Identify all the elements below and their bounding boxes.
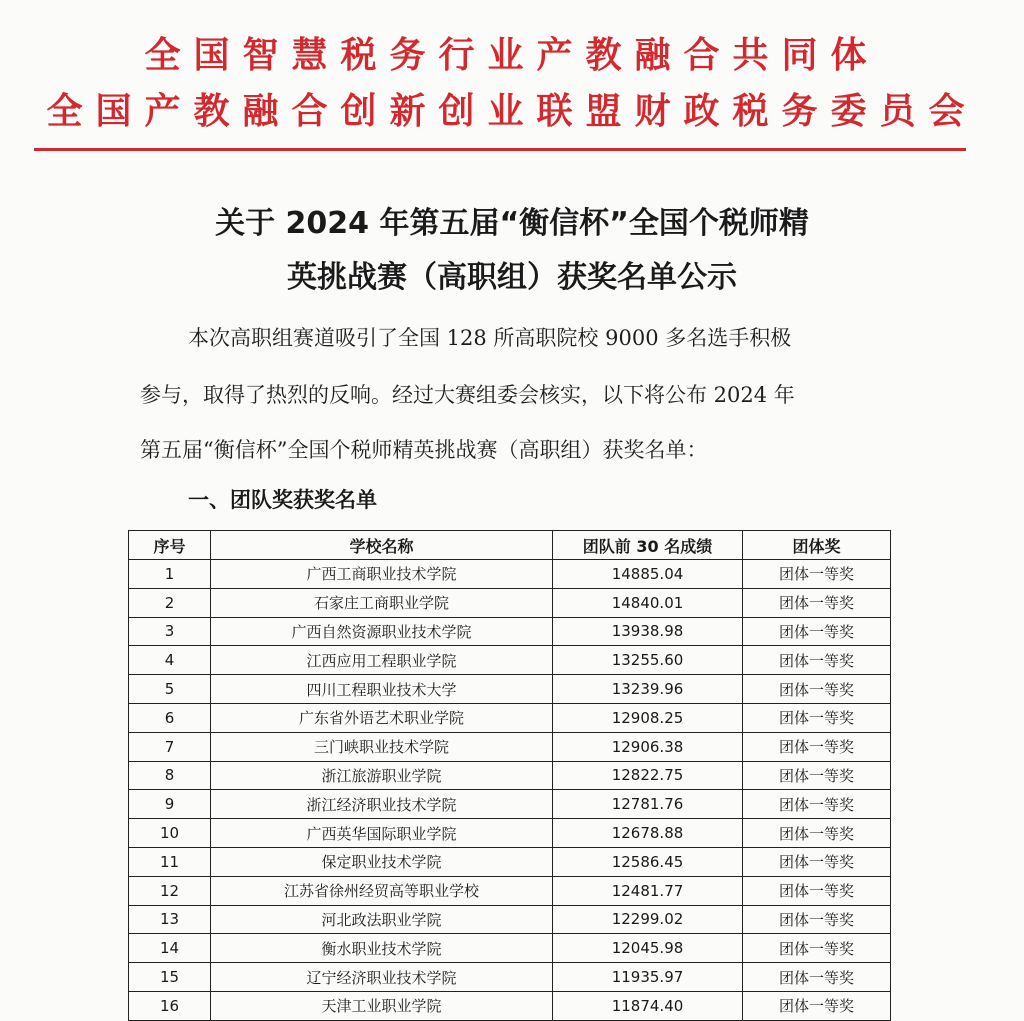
header-school: 学校名称	[211, 531, 553, 560]
cell-index: 10	[129, 819, 211, 848]
header-award: 团体奖	[743, 531, 891, 560]
cell-award: 团体一等奖	[743, 790, 891, 819]
cell-school-name: 江西应用工程职业学院	[211, 646, 553, 675]
letterhead-line-2: 全国产教融合创新创业联盟财政税务委员会	[46, 91, 978, 132]
table-row	[129, 761, 891, 790]
cell-school-name: 天津工业职业学院	[211, 991, 553, 1020]
table-row	[129, 703, 891, 732]
cell-index: 6	[129, 703, 211, 732]
table-row	[129, 934, 891, 963]
cell-award: 团体一等奖	[743, 732, 891, 761]
table-row	[129, 675, 891, 704]
cell-score: 12299.02	[553, 905, 743, 934]
table-row	[129, 588, 891, 617]
cell-award: 团体一等奖	[743, 588, 891, 617]
cell-award: 团体一等奖	[743, 761, 891, 790]
cell-school-name: 石家庄工商职业学院	[211, 588, 553, 617]
letterhead-line-1: 全国智慧税务行业产教融合共同体	[144, 35, 880, 76]
table-row	[129, 991, 891, 1020]
cell-index: 9	[129, 790, 211, 819]
cell-award: 团体一等奖	[743, 560, 891, 589]
cell-score: 14885.04	[553, 560, 743, 589]
table-row	[129, 790, 891, 819]
cell-score: 12781.76	[553, 790, 743, 819]
cell-index: 14	[129, 934, 211, 963]
cell-index: 13	[129, 905, 211, 934]
cell-school-name: 广西英华国际职业学院	[211, 819, 553, 848]
team-awards-table	[128, 530, 891, 1021]
cell-school-name: 衡水职业技术学院	[211, 934, 553, 963]
table-row	[129, 963, 891, 992]
cell-score: 14840.01	[553, 588, 743, 617]
cell-index: 16	[129, 991, 211, 1020]
cell-award: 团体一等奖	[743, 876, 891, 905]
table-row	[129, 560, 891, 589]
section-heading-team-awards: 一、团队奖获奖名单	[188, 488, 377, 512]
cell-school-name: 广东省外语艺术职业学院	[211, 703, 553, 732]
cell-school-name: 江苏省徐州经贸高等职业学校	[211, 876, 553, 905]
cell-award: 团体一等奖	[743, 934, 891, 963]
cell-score: 12822.75	[553, 761, 743, 790]
table-header-row	[129, 531, 891, 560]
cell-award: 团体一等奖	[743, 819, 891, 848]
intro-paragraph-line-1: 本次高职组赛道吸引了全国 128 所高职院校 9000 多名选手积极	[188, 326, 792, 350]
intro-paragraph-line-3: 第五届“衡信杯”全国个税师精英挑战赛（高职组）获奖名单：	[140, 438, 708, 462]
cell-score: 13938.98	[553, 617, 743, 646]
document-title-line-1: 关于 2024 年第五届“衡信杯”全国个税师精	[215, 206, 809, 241]
cell-score: 13239.96	[553, 675, 743, 704]
cell-award: 团体一等奖	[743, 646, 891, 675]
cell-school-name: 浙江旅游职业学院	[211, 761, 553, 790]
cell-score: 11935.97	[553, 963, 743, 992]
cell-score: 12678.88	[553, 819, 743, 848]
cell-score: 13255.60	[553, 646, 743, 675]
cell-school-name: 辽宁经济职业技术学院	[211, 963, 553, 992]
cell-index: 8	[129, 761, 211, 790]
cell-score: 12906.38	[553, 732, 743, 761]
table-row	[129, 819, 891, 848]
cell-school-name: 广西工商职业技术学院	[211, 560, 553, 589]
cell-school-name: 四川工程职业技术大学	[211, 675, 553, 704]
cell-school-name: 河北政法职业学院	[211, 905, 553, 934]
cell-school-name: 广西自然资源职业技术学院	[211, 617, 553, 646]
cell-score: 12908.25	[553, 703, 743, 732]
cell-award: 团体一等奖	[743, 847, 891, 876]
cell-school-name: 浙江经济职业技术学院	[211, 790, 553, 819]
cell-award: 团体一等奖	[743, 703, 891, 732]
cell-index: 2	[129, 588, 211, 617]
cell-index: 4	[129, 646, 211, 675]
cell-index: 7	[129, 732, 211, 761]
cell-school-name: 保定职业技术学院	[211, 847, 553, 876]
cell-award: 团体一等奖	[743, 963, 891, 992]
letterhead-divider	[34, 148, 966, 151]
document-title-line-2: 英挑战赛（高职组）获奖名单公示	[287, 260, 737, 295]
cell-index: 15	[129, 963, 211, 992]
table-body	[129, 560, 891, 1021]
table-row	[129, 646, 891, 675]
table-row	[129, 732, 891, 761]
cell-score: 11874.40	[553, 991, 743, 1020]
cell-score: 12045.98	[553, 934, 743, 963]
cell-index: 11	[129, 847, 211, 876]
cell-score: 12481.77	[553, 876, 743, 905]
cell-index: 12	[129, 876, 211, 905]
cell-index: 1	[129, 560, 211, 589]
table-row	[129, 905, 891, 934]
cell-award: 团体一等奖	[743, 905, 891, 934]
cell-score: 12586.45	[553, 847, 743, 876]
table-row	[129, 617, 891, 646]
cell-index: 5	[129, 675, 211, 704]
intro-paragraph-line-2: 参与，取得了热烈的反响。经过大赛组委会核实，以下将公布 2024 年	[140, 383, 795, 407]
header-index: 序号	[129, 531, 211, 560]
table-row	[129, 876, 891, 905]
header-score: 团队前 30 名成绩	[553, 531, 743, 560]
cell-index: 3	[129, 617, 211, 646]
cell-award: 团体一等奖	[743, 675, 891, 704]
cell-school-name: 三门峡职业技术学院	[211, 732, 553, 761]
cell-award: 团体一等奖	[743, 617, 891, 646]
table-row	[129, 847, 891, 876]
cell-award: 团体一等奖	[743, 991, 891, 1020]
